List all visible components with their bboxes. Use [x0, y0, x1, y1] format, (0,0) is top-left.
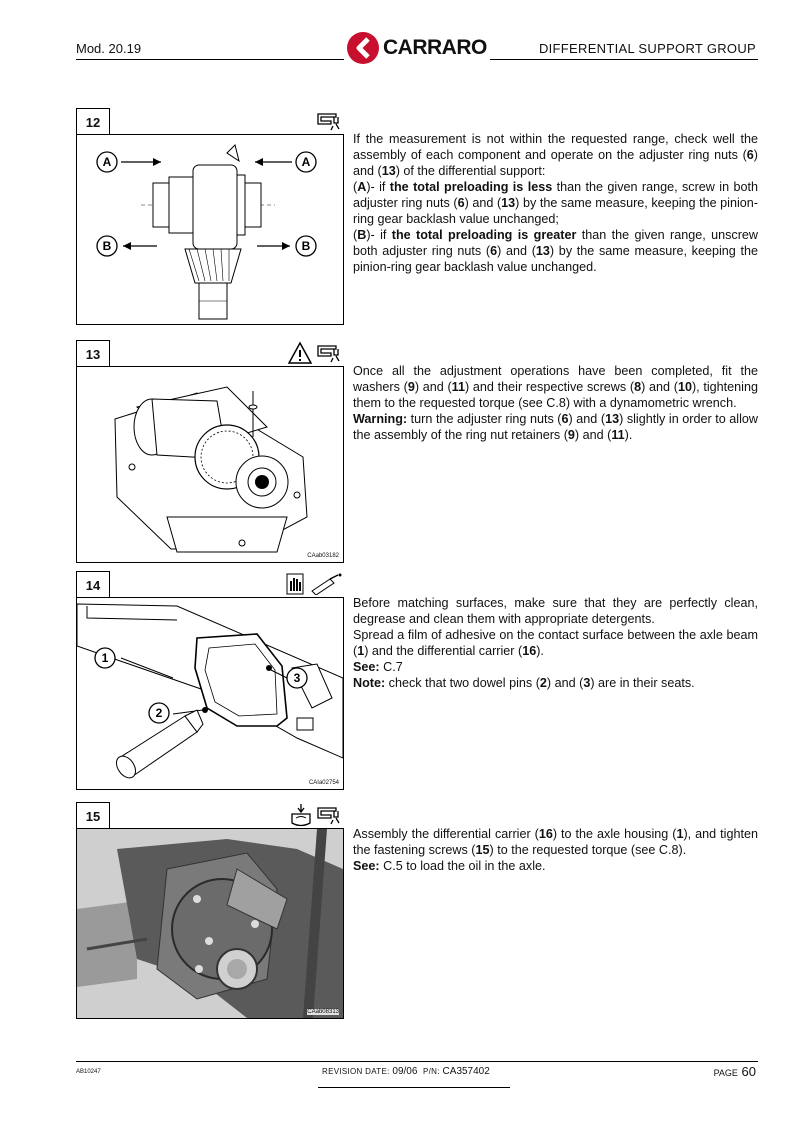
instruction-paragraph — [353, 179, 758, 227]
instruction-paragraph — [353, 131, 758, 179]
callout-3: 3 — [293, 671, 301, 685]
text-run: ), tightening them to the requested torque (see C.8) with a dynamometric wrench. — [353, 380, 758, 410]
bold-text-run: 1 — [357, 644, 365, 658]
text-run: than the given range, screw in both adjuster ring nuts ( — [353, 180, 758, 210]
step-figure — [76, 134, 344, 325]
bold-text-run: 13 — [535, 244, 550, 258]
bold-text-run: Note: — [353, 676, 386, 690]
text-run: ) and their respective screws ( — [465, 380, 635, 394]
text-run: )- if — [366, 180, 390, 194]
text-run: If the measurement is not within the requested range, check well the assembly of each component and operate on the adjuster ring nuts ( — [353, 132, 758, 162]
step-number: 12 — [76, 108, 110, 136]
bold-text-run: Warning: — [353, 412, 408, 426]
carraro-logo-icon — [346, 31, 380, 65]
bold-text-run: 2 — [539, 676, 547, 690]
figure-label-a-left: A — [102, 155, 112, 169]
glove-icon — [286, 573, 304, 595]
instruction-paragraph — [353, 659, 758, 675]
text-run: ) and ( — [414, 380, 452, 394]
text-run: Spread a film of adhesive on the contact surface between the axle beam ( — [353, 628, 758, 658]
bold-text-run: 11 — [611, 428, 625, 442]
callout-2: 2 — [155, 706, 163, 720]
page-indicator — [714, 1064, 756, 1079]
figure-label-b-right: B — [301, 239, 311, 253]
bold-text-run: B — [357, 228, 367, 242]
text-run: ) and ( — [574, 428, 612, 442]
bold-text-run: 16 — [522, 644, 537, 658]
step-icons — [286, 571, 342, 597]
text-run: ), and tighten the fastening screws ( — [353, 827, 758, 857]
text-run: ) and ( — [464, 196, 502, 210]
header-rule-right — [490, 59, 758, 60]
text-run: ) and ( — [568, 412, 606, 426]
bold-text-run: 11 — [451, 380, 465, 394]
bold-text-run: 13 — [605, 412, 620, 426]
bold-text-run: the total preloading is greater — [391, 228, 577, 242]
caliper-icon — [316, 342, 342, 364]
axle-housing-photo — [77, 829, 343, 1018]
bold-text-run: 1 — [676, 827, 684, 841]
axle-beam-adhesive-drawing — [77, 598, 343, 789]
bold-text-run: 15 — [475, 843, 490, 857]
text-run: ). — [536, 644, 544, 658]
text-run: than the given range, unscrew both adjuster ring nuts ( — [353, 228, 759, 258]
text-run: ) by the same measure, keeping the pinion-ring gear backlash value unchanged; — [353, 196, 758, 226]
step-icons — [288, 340, 342, 366]
bold-text-run: 16 — [538, 827, 553, 841]
callout-1: 1 — [101, 651, 109, 665]
text-run: turn the adjuster ring nuts ( — [407, 412, 562, 426]
image-code: CAab03182 — [307, 553, 339, 559]
bold-text-run: 13 — [501, 196, 516, 210]
text-run: ) slightly in order to allow the assembly of the ring nut retainers ( — [353, 412, 758, 442]
caliper-icon — [316, 110, 342, 132]
bold-text-run: 6 — [490, 244, 498, 258]
text-run: C.5 to load the oil in the axle. — [379, 859, 546, 873]
adhesive-icon — [308, 573, 342, 595]
instruction-paragraph — [353, 826, 758, 858]
text-run: ) are in their seats. — [590, 676, 695, 690]
revision-date: 09/06 — [392, 1066, 418, 1077]
step-15 — [76, 802, 342, 1018]
differential-adjustment-diagram — [77, 135, 343, 324]
text-run: C.7 — [379, 660, 403, 674]
text-run: )- if — [366, 228, 392, 242]
text-run: ) and ( — [546, 676, 584, 690]
part-number-label: P/N: — [423, 1067, 440, 1076]
instruction-paragraph — [353, 627, 758, 659]
bold-text-run: 6 — [561, 412, 569, 426]
text-run: ) by the same measure, keeping the pinion-ring gear backlash value unchanged. — [353, 244, 758, 274]
step-figure — [76, 828, 344, 1019]
brand-logo — [346, 30, 488, 66]
bold-text-run: 8 — [634, 380, 642, 394]
bold-text-run: 9 — [407, 380, 415, 394]
step-15-text — [353, 826, 758, 874]
text-run: Assembly the differential carrier ( — [353, 827, 539, 841]
bold-text-run: See: — [353, 660, 380, 674]
text-run: ) and the differential carrier ( — [364, 644, 523, 658]
document-code: AB10247 — [76, 1069, 101, 1075]
bold-text-run: 3 — [583, 676, 591, 690]
step-12-text — [353, 131, 758, 275]
page-number: 60 — [741, 1064, 756, 1079]
instruction-paragraph — [353, 227, 758, 275]
text-run: check that two dowel pins ( — [385, 676, 540, 690]
text-run: ) to the axle housing ( — [552, 827, 677, 841]
step-14 — [76, 571, 342, 789]
text-run: ) and ( — [353, 148, 758, 178]
text-run: ( — [353, 228, 358, 242]
step-number: 15 — [76, 802, 110, 830]
differential-carrier-drawing — [77, 367, 343, 562]
bold-text-run: 10 — [677, 380, 692, 394]
text-run: ) of the differential support: — [395, 164, 546, 178]
instruction-paragraph — [353, 675, 758, 691]
figure-label-b-left: B — [102, 239, 112, 253]
footer-rule — [76, 1061, 758, 1062]
image-code: CAIa02754 — [308, 780, 339, 786]
text-run: Before matching surfaces, make sure that they are perfectly clean, degrease and clean them with appropriate detergents. — [353, 596, 758, 626]
caliper-icon — [316, 804, 342, 826]
revision-date-label: REVISION DATE: — [322, 1067, 390, 1076]
step-13 — [76, 340, 342, 562]
text-run: ) and ( — [641, 380, 678, 394]
figure-label-a-right: A — [301, 155, 311, 169]
instruction-paragraph — [353, 363, 758, 411]
step-12 — [76, 108, 342, 324]
page-label: PAGE — [713, 1068, 738, 1078]
text-run: ) to the requested torque (see C.8). — [489, 843, 687, 857]
section-title: DIFFERENTIAL SUPPORT GROUP — [538, 41, 756, 56]
step-figure — [76, 597, 344, 790]
step-number: 13 — [76, 340, 110, 368]
text-run: ). — [624, 428, 633, 442]
image-code: CAab08313 — [307, 1009, 339, 1015]
step-figure — [76, 366, 344, 563]
step-icons — [316, 108, 342, 134]
footer-revision-rule — [318, 1087, 510, 1088]
text-run: ( — [353, 180, 358, 194]
warning-icon — [288, 341, 312, 365]
revision-info — [322, 1066, 490, 1077]
instruction-paragraph — [353, 595, 758, 627]
part-number: CA357402 — [442, 1066, 490, 1077]
instruction-paragraph — [353, 858, 758, 874]
bold-text-run: 13 — [381, 164, 396, 178]
bold-text-run: 6 — [457, 196, 465, 210]
bold-text-run: See: — [353, 859, 380, 873]
header-rule-left — [76, 59, 344, 60]
bold-text-run: 9 — [567, 428, 575, 442]
brand-name: CARRARO — [383, 36, 487, 59]
bold-text-run: the total preloading is less — [389, 180, 553, 194]
instruction-paragraph — [353, 411, 758, 443]
bold-text-run: A — [357, 180, 367, 194]
oil-fill-icon — [290, 803, 312, 827]
text-run: Once all the adjustment operations have been completed, fit the washers ( — [353, 364, 758, 394]
model-number: Mod. 20.19 — [76, 41, 142, 56]
step-number: 14 — [76, 571, 110, 599]
bold-text-run: 6 — [746, 148, 754, 162]
step-icons — [290, 802, 342, 828]
text-run: ) and ( — [497, 244, 536, 258]
step-13-text — [353, 363, 758, 443]
step-14-text — [353, 595, 758, 691]
